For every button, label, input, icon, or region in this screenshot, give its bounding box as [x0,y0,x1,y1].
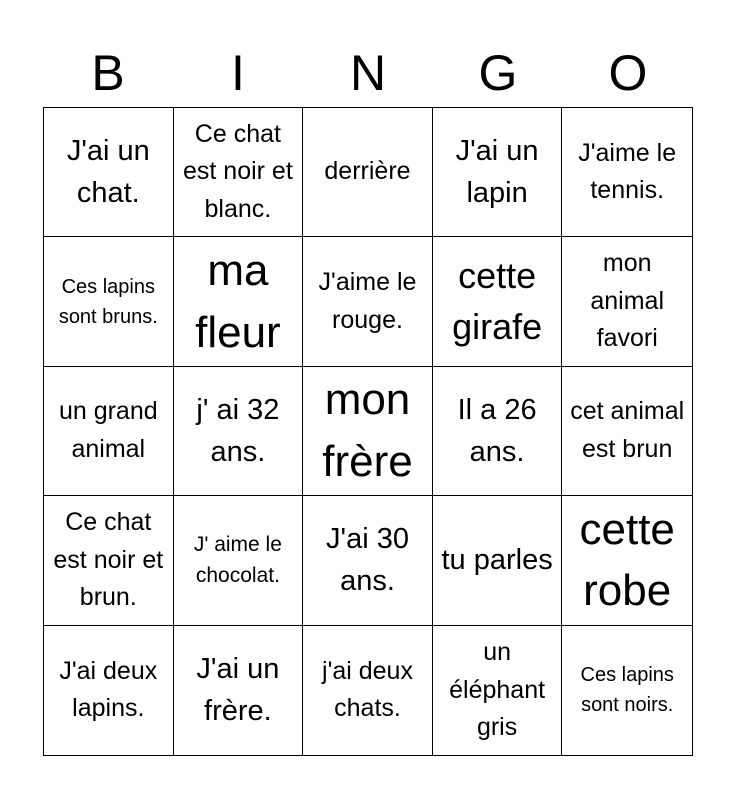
bingo-header [43,42,693,104]
bingo-cell[interactable]: un grand animal [44,367,174,496]
header-letter-i: I [231,45,245,101]
bingo-cell[interactable]: tu parles [433,496,563,625]
bingo-cell[interactable]: J'ai un chat. [44,108,174,237]
bingo-cell[interactable]: J'ai un lapin [433,108,563,237]
bingo-cell[interactable]: mon frère [303,367,433,496]
header-letter-n: N [349,45,387,101]
header-letter-o: O [608,45,648,101]
bingo-cell[interactable]: j'ai deux chats. [303,626,433,755]
bingo-cell[interactable]: J'ai deux lapins. [44,626,174,755]
header-letter-b: B [91,45,125,101]
header-letter-g: G [478,45,518,101]
bingo-cell[interactable]: J'aime le rouge. [303,237,433,366]
bingo-cell[interactable]: mon animal favori [562,237,692,366]
bingo-cell[interactable]: J'ai un frère. [174,626,304,755]
bingo-cell[interactable]: Ce chat est noir et blanc. [174,108,304,237]
bingo-cell[interactable]: cette girafe [433,237,563,366]
bingo-cell[interactable]: Ce chat est noir et brun. [44,496,174,625]
bingo-cell[interactable]: j' ai 32 ans. [174,367,304,496]
bingo-cell[interactable]: Ces lapins sont noirs. [580,664,674,717]
bingo-cell[interactable]: Il a 26 ans. [433,367,563,496]
bingo-grid [43,107,693,756]
bingo-cell[interactable]: derrière [303,108,433,237]
bingo-cell[interactable]: cette robe [562,496,692,625]
bingo-cell[interactable]: J'aime le tennis. [562,108,692,237]
bingo-cell[interactable]: un éléphant gris [433,626,563,755]
bingo-cell[interactable]: J' aime le chocolat. [174,496,304,625]
bingo-cell[interactable]: J'ai 30 ans. [303,496,433,625]
bingo-cell[interactable]: ma fleur [174,237,304,366]
bingo-cell[interactable]: Ces lapins sont bruns. [44,237,174,366]
bingo-cell[interactable]: cet animal est brun [562,367,692,496]
